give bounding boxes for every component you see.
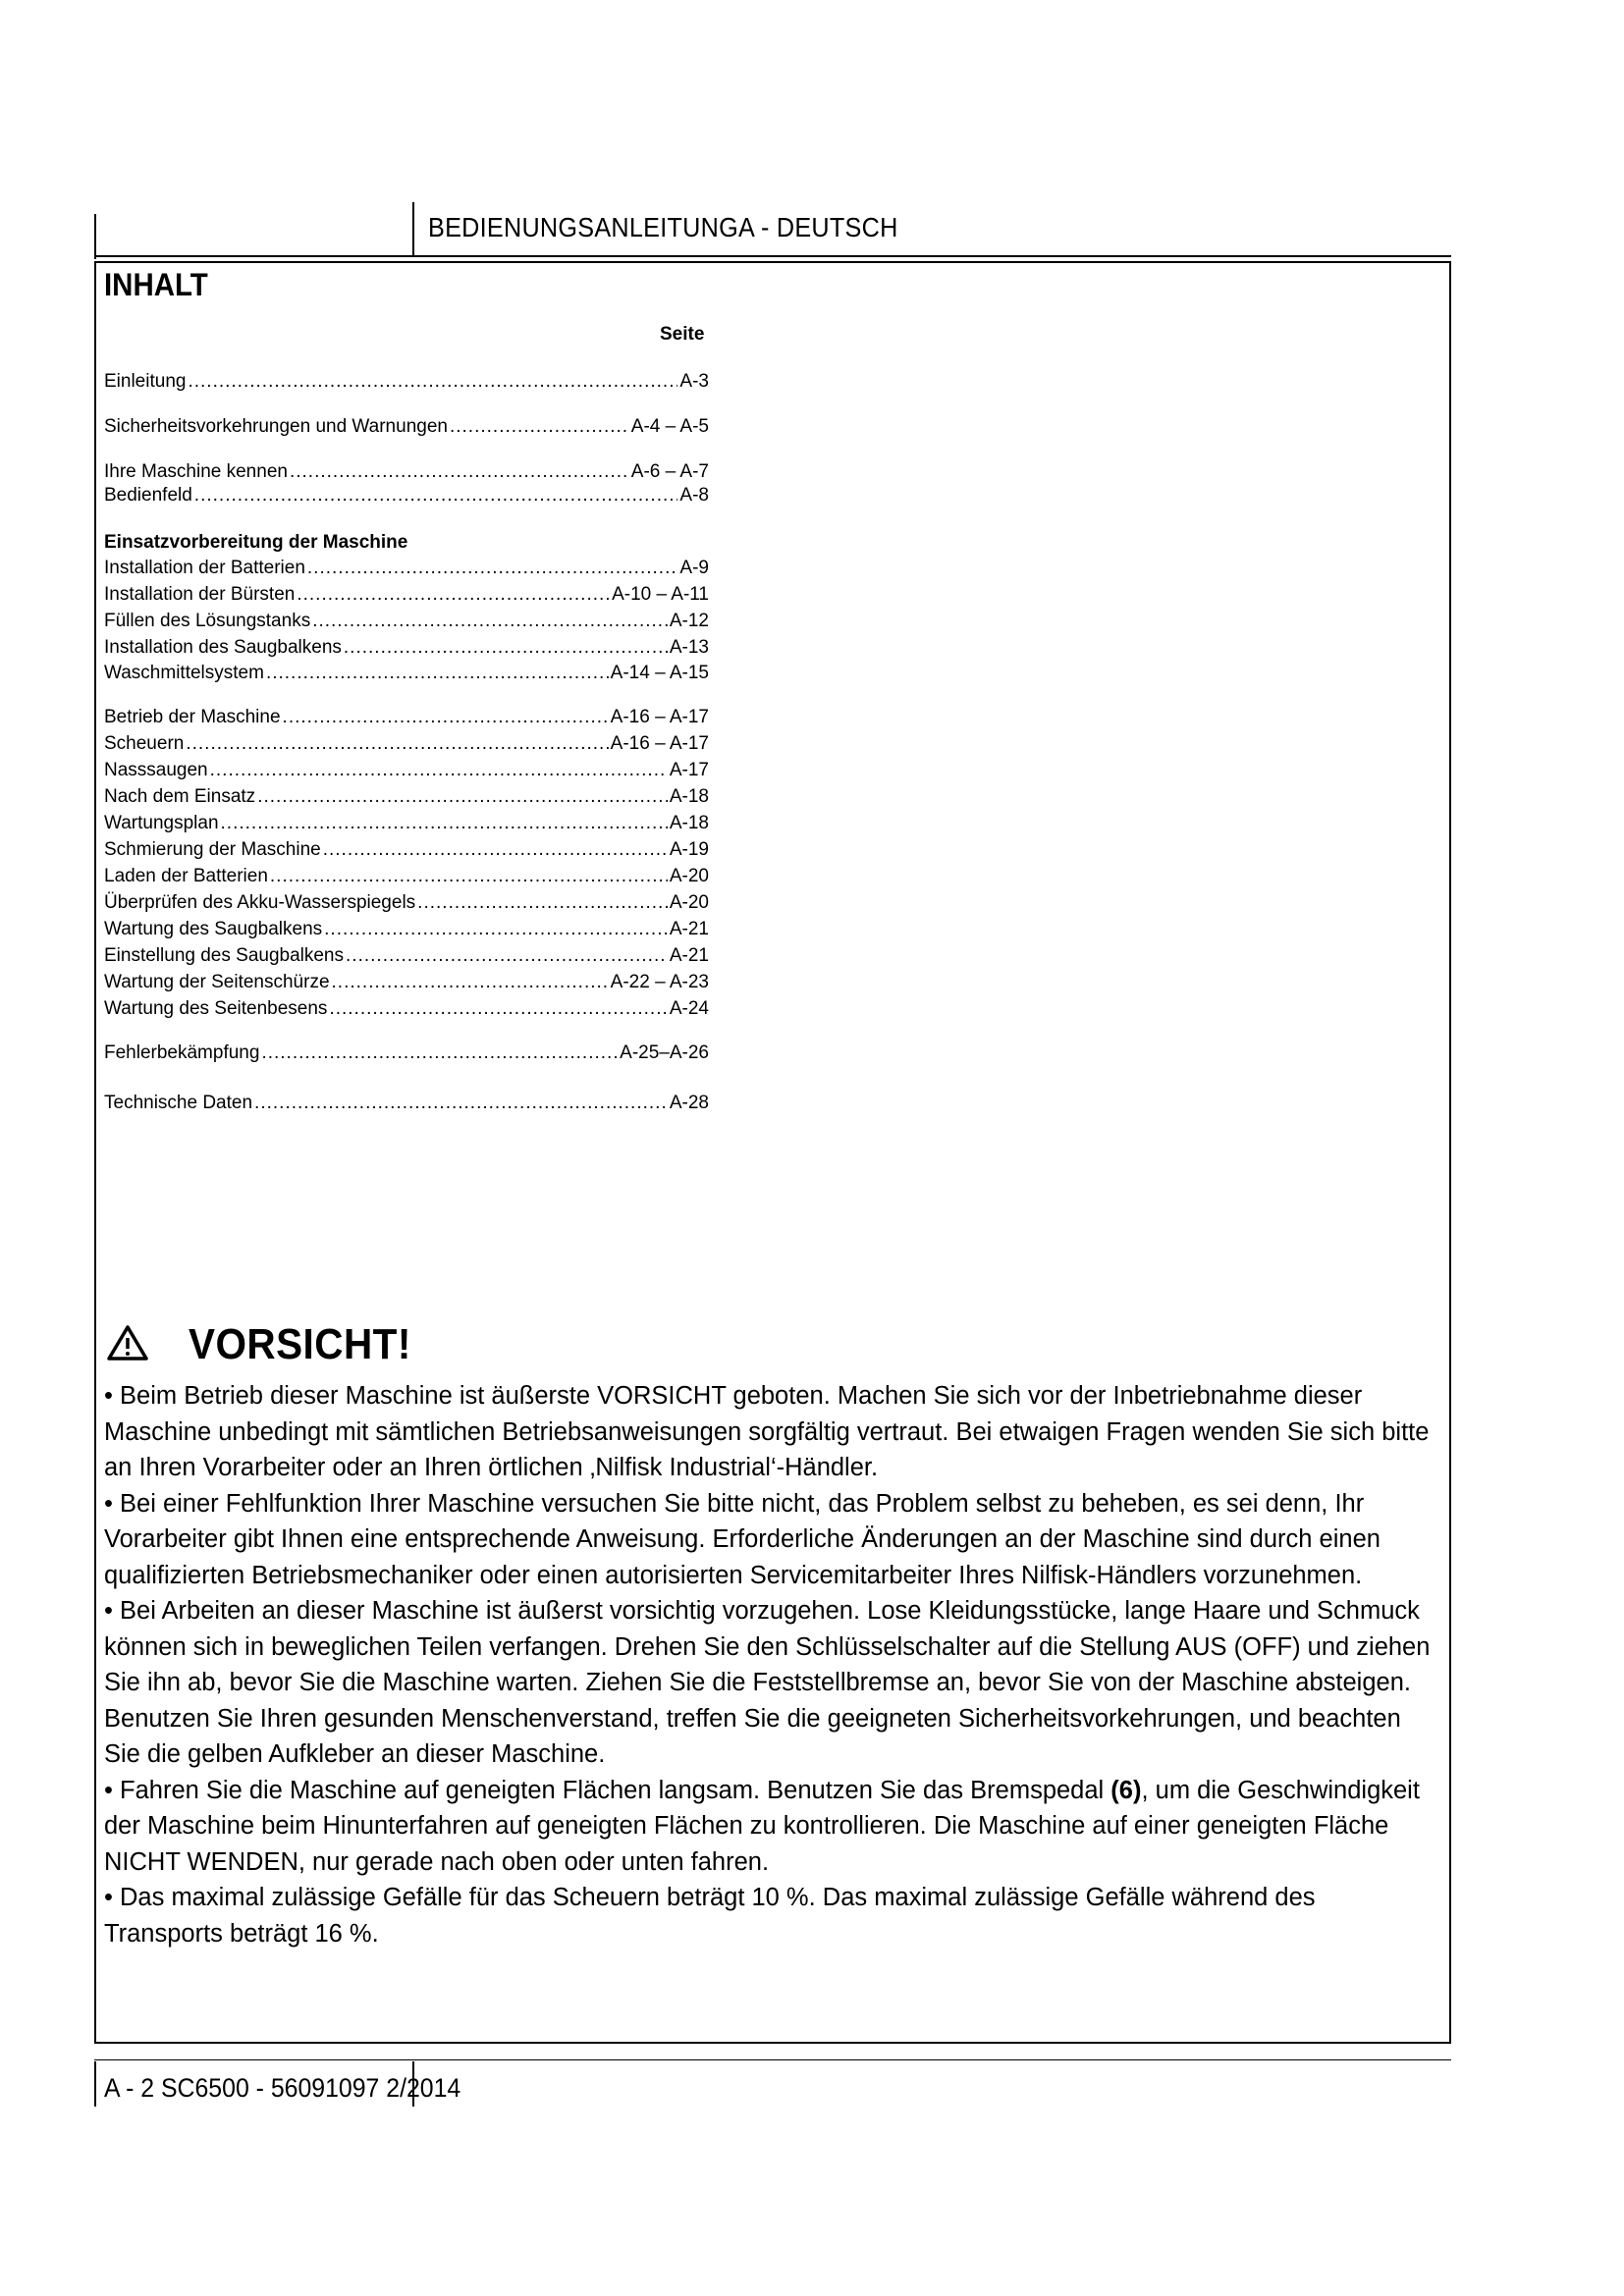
toc-entry bbox=[104, 1093, 709, 1114]
toc-entry-label: Überprüfen des Akku-Wasserspiegels bbox=[104, 892, 416, 913]
toc-entry-page: A-17 bbox=[669, 760, 709, 780]
toc-entry-label: Fehlerbekämpfung bbox=[104, 1042, 260, 1063]
toc-entry-label: Installation der Batterien bbox=[104, 558, 305, 578]
toc-entry-page: A-21 bbox=[669, 919, 709, 939]
toc-entry bbox=[104, 892, 709, 914]
toc-entry bbox=[104, 611, 709, 632]
toc-page-column-label: Seite bbox=[660, 324, 705, 345]
toc-entry bbox=[104, 371, 709, 393]
toc-entry-label: Wartung der Seitenschürze bbox=[104, 972, 330, 992]
toc-entry bbox=[104, 485, 709, 507]
toc-entry-label: Sicherheitsvorkehrungen und Warnungen bbox=[104, 416, 448, 437]
toc-entry-label: Scheuern bbox=[104, 733, 185, 754]
toc-entry bbox=[104, 998, 709, 1020]
caution-paragraph: • Bei Arbeiten an dieser Maschine ist äußerst vorsichtig vorzugehen. Lose Kleidungsstücke, lange Haare und Schmuck können sich in beweglichen Teilen verfangen. Drehen Sie den Schlüsselschalter auf die Stellung AUS (OFF) und ziehen Sie ihn ab, bevor Sie die Maschine warten. Ziehen Sie die Feststellbremse an, bevor Sie von der Maschine absteigen. Benutzen Sie Ihren gesunden Menschenverstand, treffen Sie die geeigneten Sicherheitsvorkehrungen, und beachten Sie die gelben Aufkleber an dieser Maschine. bbox=[104, 1597, 1431, 1768]
toc-entry-label: Wartungsplan bbox=[104, 813, 219, 833]
toc-entry bbox=[104, 786, 709, 808]
toc-entry-page: A-14 – A-15 bbox=[610, 663, 709, 683]
toc-entry-page: A-13 bbox=[669, 637, 709, 658]
toc-entry bbox=[104, 972, 709, 993]
toc-section-heading: Einsatzvorbereitung der Maschine bbox=[104, 532, 408, 553]
toc-entry-page: A-4 – A-5 bbox=[630, 416, 709, 437]
toc-entry bbox=[104, 558, 709, 579]
caution-body bbox=[104, 1378, 1439, 1951]
toc-entry bbox=[104, 416, 709, 438]
toc-entry bbox=[104, 663, 709, 684]
toc-entry-page: A-16 – A-17 bbox=[610, 733, 709, 754]
toc-entry bbox=[104, 637, 709, 659]
toc-entry-label: Laden der Batterien bbox=[104, 866, 268, 886]
toc-entry-page: A-3 bbox=[679, 371, 709, 392]
brake-pedal-ref: (6) bbox=[1110, 1776, 1142, 1804]
footer-rule bbox=[94, 2059, 1451, 2060]
toc-entry-page: A-9 bbox=[679, 558, 709, 578]
footer-page-info: A - 2 SC6500 - 56091097 2/2014 bbox=[104, 2073, 461, 2103]
toc-entry-page: A-25–A-26 bbox=[620, 1042, 709, 1063]
toc-entry-page: A-12 bbox=[669, 611, 709, 631]
caution-title: VORSICHT! bbox=[189, 1320, 411, 1368]
toc-entry-page: A-28 bbox=[669, 1093, 709, 1113]
page-header-title: BEDIENUNGSANLEITUNGA - DEUTSCH bbox=[428, 212, 898, 242]
toc-entry-label: Betrieb der Maschine bbox=[104, 707, 281, 727]
toc-entry bbox=[104, 461, 709, 483]
toc-entry-page: A-8 bbox=[679, 485, 709, 506]
toc-entry bbox=[104, 919, 709, 940]
caution-paragraph: • Fahren Sie die Maschine auf geneigten Flächen langsam. Benutzen Sie das Bremspedal (6), um die Geschwindigkeit der Maschine beim Hinunterfahren auf geneigten Flächen zu kontrollieren. Die Maschine auf einer geneigten Fläche NICHT WENDEN, nur gerade nach oben oder unten fahren. bbox=[104, 1776, 1420, 1876]
toc-entry-page: A-20 bbox=[669, 892, 709, 913]
toc-entry bbox=[104, 760, 709, 781]
toc-entry bbox=[104, 945, 709, 967]
toc-entry bbox=[104, 584, 709, 606]
toc-entry-page: A-10 – A-11 bbox=[612, 584, 709, 605]
header-left-marker bbox=[94, 214, 96, 259]
toc-entry-label: Installation der Bürsten bbox=[104, 584, 296, 605]
caution-paragraph: • Beim Betrieb dieser Maschine ist äußerste VORSICHT geboten. Machen Sie sich vor der Inbetriebnahme dieser Maschine unbedingt mit sämtlichen Betriebsanweisungen sorgfältig vertraut. Bei etwaigen Fragen wenden Sie sich bitte an Ihren Vorarbeiter oder an Ihren örtlichen ‚Nilfisk Industrial‘-Händler. bbox=[104, 1382, 1430, 1481]
toc-entry-label: Füllen des Lösungstanks bbox=[104, 611, 311, 631]
toc-entry bbox=[104, 866, 709, 887]
header-title-divider bbox=[412, 202, 414, 255]
toc-entry bbox=[104, 733, 709, 755]
toc-entry-label: Wartung des Seitenbesens bbox=[104, 998, 328, 1019]
toc-entry-label: Waschmittelsystem bbox=[104, 663, 264, 683]
toc-entry-page: A-19 bbox=[669, 839, 709, 860]
toc-entry-label: Nasssaugen bbox=[104, 760, 208, 780]
toc-entry-page: A-6 – A-7 bbox=[630, 461, 709, 482]
toc-entry bbox=[104, 707, 709, 728]
toc-entry-page: A-18 bbox=[669, 786, 709, 807]
toc-entry-label: Schmierung der Maschine bbox=[104, 839, 321, 860]
toc-entry-page: A-16 – A-17 bbox=[610, 707, 709, 727]
warning-triangle-icon bbox=[106, 1324, 149, 1366]
toc-entry-label: Technische Daten bbox=[104, 1093, 253, 1113]
toc-entry bbox=[104, 1042, 709, 1064]
toc-entry-label: Einstellung des Saugbalkens bbox=[104, 945, 345, 966]
toc-entry bbox=[104, 839, 709, 861]
toc-entry-label: Einleitung bbox=[104, 371, 187, 392]
toc-entry bbox=[104, 813, 709, 834]
toc-entry-page: A-24 bbox=[669, 998, 709, 1019]
toc-entry-label: Ihre Maschine kennen bbox=[104, 461, 288, 482]
toc-title: INHALT bbox=[104, 267, 208, 302]
toc-entry-page: A-18 bbox=[669, 813, 709, 833]
toc-entry-page: A-21 bbox=[669, 945, 709, 966]
footer-left-marker bbox=[94, 2061, 96, 2107]
toc-entry-label: Wartung des Saugbalkens bbox=[104, 919, 323, 939]
toc-entry-label: Bedienfeld bbox=[104, 485, 192, 506]
header-rule bbox=[94, 255, 1451, 257]
caution-header bbox=[106, 1320, 431, 1369]
toc-entry-label: Installation des Saugbalkens bbox=[104, 637, 342, 658]
caution-paragraph: • Das maximal zulässige Gefälle für das Scheuern beträgt 10 %. Das maximal zulässige Gefälle während des Transports beträgt 16 %. bbox=[104, 1884, 1316, 1948]
toc-entry-label: Nach dem Einsatz bbox=[104, 786, 256, 807]
caution-paragraph: • Bei einer Fehlfunktion Ihrer Maschine versuchen Sie bitte nicht, das Problem selbst zu beheben, es sei denn, Ihr Vorarbeiter gibt Ihnen eine entsprechende Anweisung. Erforderliche Änderungen an der Maschine sind durch einen qualifizierten Betriebsmechaniker oder einen autorisierten Servicemitarbeiter Ihres Nilfisk-Händlers vorzunehmen. bbox=[104, 1489, 1380, 1589]
toc-entry-page: A-22 – A-23 bbox=[610, 972, 709, 992]
toc-entry-page: A-20 bbox=[669, 866, 709, 886]
